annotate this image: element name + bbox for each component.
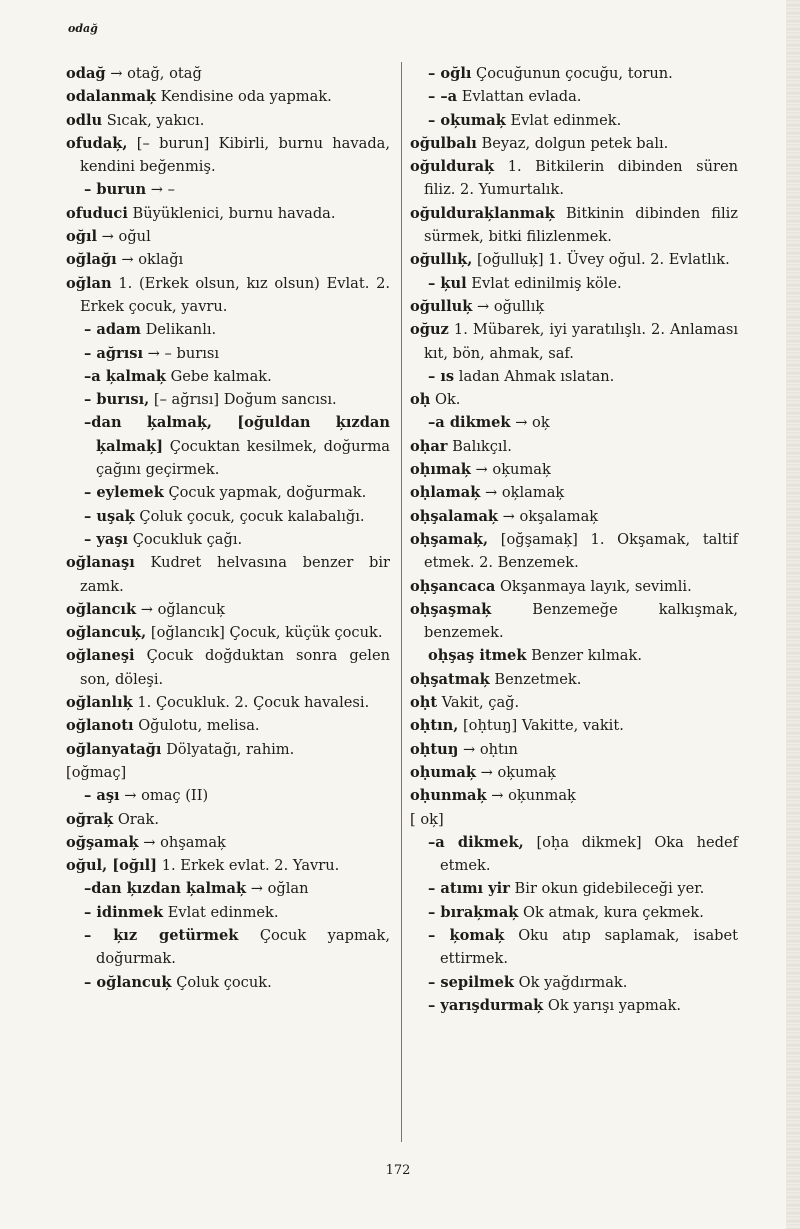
dictionary-entry <box>66 808 390 831</box>
entry-headword: odalanmaķ <box>66 88 157 106</box>
entry-headword: – bıraķmaķ <box>428 903 519 921</box>
entry-headword: – ķız getürmek <box>84 926 239 944</box>
sub-entry <box>410 994 738 1017</box>
entry-definition: Evlat edinilmiş köle. <box>471 274 622 292</box>
entry-headword: oğıl <box>66 228 98 246</box>
entry-definition: Balıkçıl. <box>452 437 512 455</box>
entry-headword: –a ķalmaķ <box>84 367 166 385</box>
entry-headword: – adam <box>84 321 141 339</box>
dictionary-entry <box>66 761 390 784</box>
entry-headword: – oğlancuķ <box>84 973 172 991</box>
entry-headword: oğuz <box>410 321 449 339</box>
entry-definition: Oğulotu, melisa. <box>138 717 260 735</box>
entry-definition: Ok yağdırmak. <box>518 973 628 991</box>
dictionary-entry <box>410 388 738 411</box>
entry-headword: oḥ <box>410 391 431 409</box>
entry-definition: Çocuk yapmak, doğurmak. <box>96 926 390 968</box>
sub-entry <box>410 365 738 388</box>
entry-headword: – atımı yir <box>428 880 510 898</box>
sub-entry <box>410 85 738 108</box>
sub-entry <box>410 272 738 295</box>
entry-definition: → oklağı <box>121 251 184 269</box>
entry-definition: Oku atıp saplamak, isabet ettirmek. <box>440 926 739 968</box>
sub-entry <box>410 831 738 878</box>
sub-entry <box>66 411 390 481</box>
dictionary-entry <box>66 854 390 877</box>
dictionary-entry <box>410 714 738 737</box>
entry-definition: → – burısı <box>147 344 220 362</box>
entry-headword: oğulduraķlanmaķ <box>410 204 555 222</box>
entry-headword: – uşaķ <box>84 507 135 525</box>
entry-definition: Evlat edinmek. <box>510 111 622 129</box>
entry-definition: Ok. <box>435 391 461 409</box>
entry-definition: Çoluk çocuk, çocuk kalabalığı. <box>139 507 365 525</box>
left-column <box>66 62 390 994</box>
entry-headword: oğulluķ <box>410 297 473 315</box>
sub-entry <box>410 109 738 132</box>
entry-headword: oğulduraķ <box>410 158 495 176</box>
entry-definition: [oğşamaķ] 1. Okşamak, taltif etmek. 2. Benzemek. <box>424 530 738 572</box>
entry-definition: [oğulluķ] 1. Üvey oğul. 2. Evlatlık. <box>477 251 730 269</box>
dictionary-entry <box>66 248 390 271</box>
entry-headword: oğlancuķ, <box>66 624 147 642</box>
dictionary-entry <box>66 738 390 761</box>
entry-definition: Çocuğunun çocuğu, torun. <box>476 65 673 82</box>
entry-definition: [oğmaç] <box>66 763 127 781</box>
entry-headword: oğlan <box>66 274 112 292</box>
running-head: odağ <box>68 22 98 35</box>
entry-headword: odlu <box>66 111 103 129</box>
dictionary-entry <box>66 109 390 132</box>
entry-definition: → ohşamaķ <box>143 833 226 851</box>
entry-definition: → otağ, otağ <box>110 65 202 82</box>
sub-entry <box>410 971 738 994</box>
entry-definition: Vakit, çağ. <box>441 694 520 712</box>
right-column <box>410 62 738 1017</box>
sub-entry <box>66 365 390 388</box>
dictionary-entry <box>66 831 390 854</box>
dictionary-entry <box>410 668 738 691</box>
dictionary-entry <box>410 761 738 784</box>
entry-headword: oğulbalı <box>410 134 477 152</box>
entry-headword: oğlağı <box>66 251 117 269</box>
entry-headword: oḥumaķ <box>410 763 476 781</box>
dictionary-entry <box>410 458 738 481</box>
entry-definition: Ok atmak, kura çekmek. <box>523 903 704 921</box>
entry-definition: Delikanlı. <box>145 321 217 339</box>
entry-headword: – –a <box>428 88 458 106</box>
sub-entry <box>66 901 390 924</box>
entry-headword: –a dikmek <box>428 414 511 432</box>
entry-definition: → oğlancuķ <box>140 600 225 618</box>
dictionary-entry <box>410 435 738 458</box>
entry-definition: [oḥa dikmek] Oka hedef etmek. <box>440 833 738 875</box>
entry-headword: ofuduci <box>66 204 128 222</box>
scan-edge <box>786 0 800 1229</box>
entry-headword: – aşı <box>84 787 120 805</box>
entry-definition: → oḥtın <box>462 740 518 758</box>
entry-definition: → oğullıķ <box>477 297 545 315</box>
entry-definition: ladan Ahmak ıslatan. <box>458 367 615 385</box>
dictionary-entry <box>410 318 738 365</box>
sub-entry <box>66 388 390 411</box>
dictionary-entry <box>66 132 390 179</box>
dictionary-entry <box>410 481 738 504</box>
entry-headword: oḥşalamaķ <box>410 507 499 525</box>
entry-definition: → omaç (II) <box>124 787 209 805</box>
dictionary-entry <box>66 272 390 319</box>
entry-definition: Bitkinin dibinden filiz sürmek, bitki filizlenmek. <box>424 204 738 246</box>
entry-definition: Beyaz, dolgun petek balı. <box>481 134 669 152</box>
sub-entry <box>66 505 390 528</box>
entry-definition: Çocuk yapmak, doğurmak. <box>168 484 367 502</box>
dictionary-entry <box>410 575 738 598</box>
entry-headword: oğraķ <box>66 810 114 828</box>
entry-definition: Sıcak, yakıcı. <box>106 111 205 129</box>
dictionary-entry <box>410 808 738 831</box>
entry-definition: → oķumaķ <box>475 461 551 479</box>
entry-headword: oğşamaķ <box>66 833 139 851</box>
entry-definition: Okşanmaya layık, sevimli. <box>499 577 692 595</box>
dictionary-entry <box>66 551 390 598</box>
entry-headword: – ķul <box>428 274 467 292</box>
dictionary-entry <box>410 738 738 761</box>
entry-headword: – burısı, <box>84 391 150 409</box>
entry-definition: Benzemeğe kalkışmak, benzemek. <box>424 600 738 642</box>
entry-definition: → okşalamaķ <box>502 507 599 525</box>
sub-entry <box>66 481 390 504</box>
entry-headword: –dan ķızdan ķalmaķ <box>84 880 247 898</box>
sub-entry <box>410 411 738 434</box>
entry-headword: oḥlamaķ <box>410 484 481 502</box>
sub-entry <box>410 877 738 900</box>
dictionary-entry <box>66 225 390 248</box>
entry-headword: oğlanyatağı <box>66 740 162 758</box>
entry-headword: – idinmek <box>84 903 164 921</box>
sub-entry <box>66 528 390 551</box>
entry-definition: → oķumaķ <box>480 763 556 781</box>
entry-definition: 1. (Erkek olsun, kız olsun) Evlat. 2. Erkek çocuk, yavru. <box>80 274 390 315</box>
entry-headword: oğul, [oğıl] <box>66 857 158 875</box>
entry-headword: – yarışdurmaķ <box>428 996 544 1014</box>
entry-headword: – ķomaķ <box>428 926 505 944</box>
entry-definition: [ oķ] <box>410 810 444 828</box>
entry-headword: – yaşı <box>84 530 129 548</box>
dictionary-entry <box>410 505 738 528</box>
entry-headword: – eylemek <box>84 484 164 502</box>
entry-definition: 1. Bitkilerin dibinden süren filiz. 2. Yumurtalık. <box>424 158 739 199</box>
entry-headword: oḥunmaķ <box>410 787 487 805</box>
entry-headword: –a dikmek, <box>428 833 524 851</box>
entry-headword: oḥşancaca <box>410 577 496 595</box>
entry-definition: [oḥtuŋ] Vakitte, vakit. <box>462 717 624 735</box>
dictionary-entry <box>66 85 390 108</box>
dictionary-entry <box>66 691 390 714</box>
entry-definition: Büyüklenici, burnu havada. <box>132 204 336 222</box>
entry-headword: oḥşaşmaķ <box>410 600 492 618</box>
entry-headword: oḥımaķ <box>410 461 471 479</box>
entry-definition: Bir okun gidebileceği yer. <box>514 880 705 898</box>
entry-definition: Orak. <box>117 810 159 828</box>
entry-headword: oḥtuŋ <box>410 740 459 758</box>
dictionary-entry <box>410 202 738 249</box>
entry-definition: Ok yarışı yapmak. <box>547 996 682 1014</box>
dictionary-entry <box>66 202 390 225</box>
sub-entry <box>66 924 390 971</box>
entry-definition: Kendisine oda yapmak. <box>160 88 332 106</box>
page-number: 172 <box>385 1163 411 1178</box>
entry-headword: – ağrısı <box>84 344 144 362</box>
sub-entry <box>66 318 390 341</box>
entry-definition: → oğlan <box>250 880 309 898</box>
sub-entry <box>410 644 738 667</box>
entry-definition: Çocukluk çağı. <box>132 530 243 548</box>
sub-entry <box>66 342 390 365</box>
dictionary-entry <box>410 784 738 807</box>
sub-entry <box>66 784 390 807</box>
entry-headword: oḥşatmaķ <box>410 670 490 688</box>
entry-definition: [– ağrısı] Doğum sancısı. <box>153 391 337 409</box>
entry-headword: oğlancık <box>66 600 137 618</box>
entry-definition: Evlat edinmek. <box>167 903 279 921</box>
dictionary-entry <box>66 644 390 691</box>
dictionary-entry <box>410 691 738 714</box>
entry-definition: [– burun] Kibirli, burnu havada, kendini beğenmiş. <box>80 134 390 176</box>
entry-headword: – ıs <box>428 367 455 385</box>
entry-headword: – burun <box>84 181 147 199</box>
entry-definition: Çocuktan kesilmek, doğurma çağını geçirmek. <box>96 437 391 479</box>
entry-definition: [oğlancık] Çocuk, küçük çocuk. <box>150 624 383 642</box>
entry-definition: Benzer kılmak. <box>531 647 642 665</box>
dictionary-entry <box>410 248 738 271</box>
entry-definition: 1. Erkek evlat. 2. Yavru. <box>161 857 340 875</box>
entry-definition: Dölyatağı, rahim. <box>166 740 295 758</box>
column-divider <box>401 62 402 1142</box>
entry-headword: oğullıķ, <box>410 251 473 269</box>
dictionary-entry <box>66 714 390 737</box>
entry-headword: oğlaneşi <box>66 647 135 665</box>
entry-headword: oḥtın, <box>410 717 459 735</box>
entry-definition: Kudret helvasına benzer bir zamk. <box>80 554 390 595</box>
dictionary-entry <box>410 295 738 318</box>
sub-entry <box>66 971 390 994</box>
entry-definition: → – <box>150 181 175 199</box>
entry-headword: – sepilmek <box>428 973 515 991</box>
entry-headword: ofudaķ, <box>66 134 128 152</box>
entry-headword: oğlanotı <box>66 717 134 735</box>
dictionary-entry <box>66 62 390 85</box>
dictionary-entry <box>66 621 390 644</box>
sub-entry <box>410 924 738 971</box>
entry-definition: Gebe kalmak. <box>170 367 272 385</box>
sub-entry <box>66 877 390 900</box>
entry-headword: oğlanlıķ <box>66 694 133 712</box>
entry-headword: oḥt <box>410 694 438 712</box>
dictionary-entry <box>410 598 738 645</box>
entry-definition: Çocuk doğduktan sonra gelen son, döleşi. <box>80 647 390 688</box>
entry-headword: odağ <box>66 65 106 82</box>
entry-headword: oḥar <box>410 437 448 455</box>
sub-entry <box>66 178 390 201</box>
dictionary-entry <box>66 598 390 621</box>
entry-headword: –dan ķalmaķ, [oğuldan ķızdan ķalmaķ] <box>84 414 390 455</box>
dictionary-entry <box>410 528 738 575</box>
entry-definition: → oğul <box>101 228 151 246</box>
entry-headword: – oķumaķ <box>428 111 506 129</box>
entry-definition: Evlattan evlada. <box>461 88 582 106</box>
entry-headword: oḥşamaķ, <box>410 530 489 548</box>
entry-definition: 1. Çocukluk. 2. Çocuk havalesi. <box>137 694 370 712</box>
entry-definition: → oķunmaķ <box>491 787 576 805</box>
entry-definition: Çoluk çocuk. <box>176 973 272 991</box>
entry-definition: Benzetmek. <box>494 670 582 688</box>
entry-headword: oḥşaş itmek <box>428 647 527 665</box>
entry-headword: – oğlı <box>428 65 472 82</box>
entry-definition: → oķlamaķ <box>485 484 565 502</box>
dictionary-entry <box>410 155 738 202</box>
entry-definition: → oķ <box>515 414 550 432</box>
entry-definition: 1. Mübarek, iyi yaratılışlı. 2. Anlaması kıt, bön, ahmak, saf. <box>424 321 739 362</box>
dictionary-entry <box>410 132 738 155</box>
entry-headword: oğlanaşı <box>66 554 135 572</box>
sub-entry <box>410 901 738 924</box>
sub-entry <box>410 62 738 85</box>
